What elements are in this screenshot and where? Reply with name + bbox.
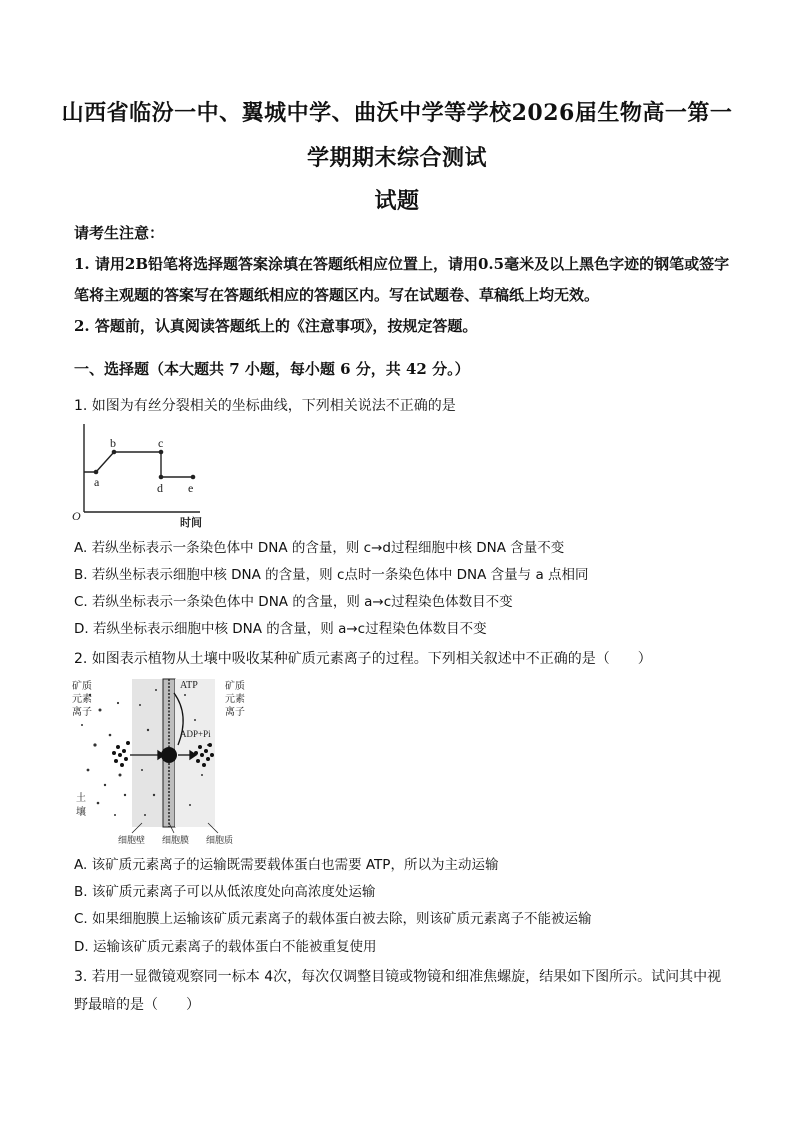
mitosis-curve-figure bbox=[70, 420, 220, 530]
point-d-label: d bbox=[157, 481, 163, 495]
question-2-option-a[interactable]: A. 该矿质元素离子的运输既需要载体蛋白也需要 ATP，所以为主动运输 bbox=[74, 857, 499, 873]
point-b-label: b bbox=[110, 436, 116, 450]
cytoplasm-label: 细胞质 bbox=[206, 836, 234, 846]
curve-line bbox=[84, 452, 193, 477]
question-2-stem: 2. 如图表示植物从土壤中吸收某种矿质元素离子的过程。下列相关叙述中不正确的是（ ） bbox=[74, 651, 652, 667]
point-b bbox=[112, 450, 117, 455]
right-ion-label-3: 离子 bbox=[225, 707, 245, 718]
right-ion-label-2: 元素 bbox=[225, 694, 245, 705]
ion-transport-figure bbox=[70, 675, 290, 850]
origin-label: O bbox=[72, 509, 81, 523]
section-title: 一、选择题（本大题共 7 小题，每小题 6 分，共 42 分。） bbox=[74, 360, 470, 378]
question-1-option-c[interactable]: C. 若纵坐标表示一条染色体中 DNA 的含量，则 a→c过程染色体数目不变 bbox=[74, 594, 513, 610]
ion-cluster-outside bbox=[112, 741, 130, 767]
exam-title-line2: 学期期末综合测试 bbox=[306, 145, 487, 171]
point-a-label: a bbox=[94, 475, 100, 489]
question-2-option-b[interactable]: B. 该矿质元素离子可以从低浓度处向高浓度处运输 bbox=[74, 884, 376, 900]
question-3-stem: 3. 若用一显微镜观察同一标本 4次，每次仅调整目镜或物镜和细准焦螺旋，结果如下图所示。试问其中视野最暗的是（ ） bbox=[74, 969, 722, 1013]
question-1-option-d[interactable]: D. 若纵坐标表示细胞中核 DNA 的含量，则 a→c过程染色体数目不变 bbox=[74, 621, 487, 637]
cell-membrane-label: 细胞膜 bbox=[162, 836, 190, 846]
point-e-label: e bbox=[188, 481, 194, 495]
point-a bbox=[94, 470, 99, 475]
notice-heading: 请考生注意： bbox=[74, 224, 165, 242]
notice-item-1: 1. 请用2B铅笔将选择题答案涂填在答题纸相应位置上，请用0.5毫米及以上黑色字迹的钢笔或签字笔将主观题的答案写在答题纸相应的答题区内。写在试题卷、草稿纸上均无效。 bbox=[74, 255, 730, 304]
left-ion-label-1: 矿质 bbox=[72, 681, 92, 692]
exam-title-line1: 山西省临汾一中、翼城中学、曲沃中学等学校2026届生物高一第一 bbox=[61, 100, 733, 126]
point-e bbox=[191, 475, 196, 480]
left-ion-label-3: 离子 bbox=[72, 707, 92, 718]
atp-label: ATP bbox=[180, 680, 198, 691]
question-1-option-a[interactable]: A. 若纵坐标表示一条染色体中 DNA 的含量，则 c→d过程细胞中核 DNA 含量不变 bbox=[74, 540, 565, 556]
soil-label-2: 壤 bbox=[76, 807, 86, 818]
x-axis-label: 时间 bbox=[180, 516, 202, 529]
cell-wall-label: 细胞壁 bbox=[118, 836, 146, 846]
point-c-label: c bbox=[158, 436, 164, 450]
notice-item-2: 2. 答题前，认真阅读答题纸上的《注意事项》，按规定答题。 bbox=[74, 317, 478, 335]
point-c bbox=[159, 450, 164, 455]
soil-label-1: 土 bbox=[76, 793, 86, 804]
right-ion-label-1: 矿质 bbox=[225, 681, 245, 692]
carrier-protein bbox=[161, 747, 177, 763]
left-ion-label-2: 元素 bbox=[72, 694, 92, 705]
question-2-option-c[interactable]: C. 如果细胞膜上运输该矿质元素离子的载体蛋白被去除，则该矿质元素离子不能被运输 bbox=[74, 911, 592, 927]
point-d bbox=[159, 475, 164, 480]
adp-label: ADP+Pi bbox=[180, 729, 211, 739]
exam-title-line3: 试题 bbox=[374, 188, 420, 214]
question-1-stem: 1. 如图为有丝分裂相关的坐标曲线，下列相关说法不正确的是 bbox=[74, 398, 456, 414]
question-1-option-b[interactable]: B. 若纵坐标表示细胞中核 DNA 的含量，则 c点时一条染色体中 DNA 含量与 a 点相同 bbox=[74, 567, 589, 583]
question-2-option-d[interactable]: D. 运输该矿质元素离子的载体蛋白不能被重复使用 bbox=[74, 939, 377, 955]
